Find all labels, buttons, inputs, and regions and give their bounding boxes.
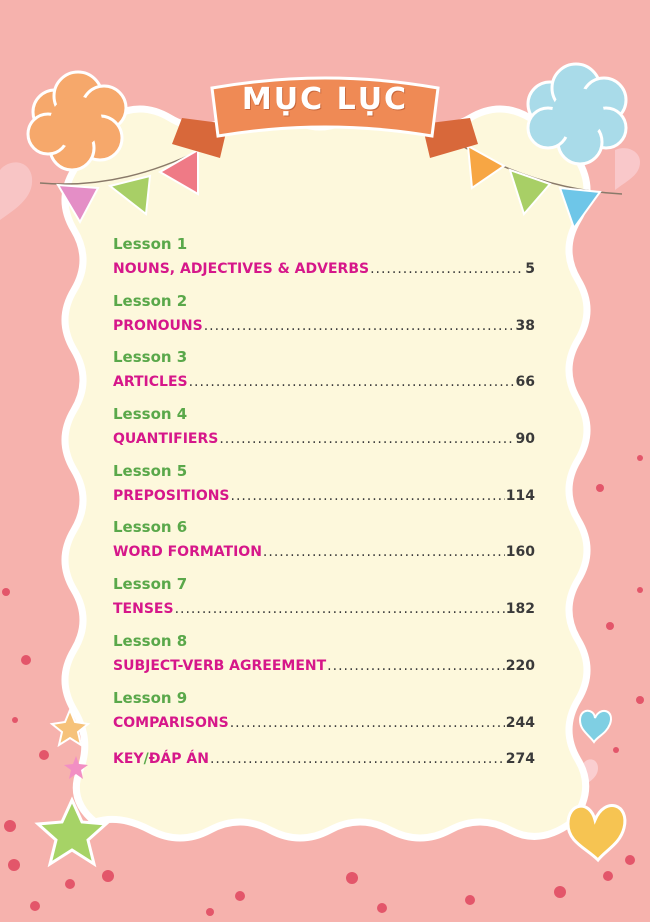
dot-leader xyxy=(263,541,505,563)
dot-leader xyxy=(210,748,505,770)
toc-entry-lesson-3[interactable] xyxy=(113,347,535,404)
lesson-title: SUBJECT-VERB AGREEMENT xyxy=(113,657,327,674)
page-number: 90 xyxy=(515,431,535,448)
lesson-title: PREPOSITIONS xyxy=(113,487,230,504)
lesson-label: Lesson 6 xyxy=(113,518,188,537)
lesson-title: QUANTIFIERS xyxy=(113,431,219,448)
orange-cloud xyxy=(28,72,126,170)
toc-entry-lesson-9[interactable] xyxy=(113,688,535,745)
lesson-label: Lesson 5 xyxy=(113,461,188,480)
page-number: 220 xyxy=(505,657,535,674)
toc-entry-lesson-1[interactable] xyxy=(113,234,535,291)
page-number: 244 xyxy=(505,714,535,731)
toc-entry-lesson-2[interactable] xyxy=(113,291,535,348)
lesson-title: TENSES xyxy=(113,601,174,618)
lesson-label: Lesson 7 xyxy=(113,575,188,594)
page-number: 5 xyxy=(525,261,535,277)
lesson-title: COMPARISONS xyxy=(113,714,229,731)
lesson-title: ARTICLES xyxy=(113,374,188,391)
dot-leader xyxy=(204,315,515,337)
page-number: 274 xyxy=(505,751,535,768)
toc-entry-lesson-6[interactable] xyxy=(113,517,535,574)
page-number: 66 xyxy=(515,374,535,391)
dot-leader xyxy=(189,371,515,393)
lesson-label: Lesson 9 xyxy=(113,688,188,707)
page-number: 38 xyxy=(515,317,535,334)
key-separator: / xyxy=(143,751,149,768)
toc-entry-lesson-8[interactable] xyxy=(113,631,535,688)
toc-entry-key[interactable] xyxy=(113,748,535,805)
lesson-label: Lesson 3 xyxy=(113,348,188,367)
lesson-label: Lesson 8 xyxy=(113,631,188,650)
dot-leader xyxy=(231,485,505,507)
page-title: MỤC LỤC xyxy=(241,82,409,117)
dot-leader xyxy=(219,428,514,450)
page-number: 182 xyxy=(505,601,535,618)
table-of-contents xyxy=(113,234,535,805)
toc-entry-lesson-7[interactable] xyxy=(113,574,535,631)
page-number: 114 xyxy=(505,487,535,504)
key-title: KEY/ĐÁP ÁN xyxy=(113,751,209,768)
dot-leader xyxy=(230,712,505,734)
lesson-label: Lesson 4 xyxy=(113,405,188,424)
dot-leader xyxy=(370,258,524,280)
lesson-title: PRONOUNS xyxy=(113,317,203,334)
toc-entry-lesson-4[interactable] xyxy=(113,404,535,461)
dot-leader xyxy=(175,598,505,620)
dot-leader xyxy=(327,655,505,677)
toc-entry-lesson-5[interactable] xyxy=(113,461,535,518)
lesson-title: NOUNS, ADJECTIVES & ADVERBS xyxy=(113,261,370,277)
lesson-label: Lesson 2 xyxy=(113,291,188,310)
page-number: 160 xyxy=(505,544,535,561)
lesson-title: WORD FORMATION xyxy=(113,544,262,561)
lesson-label: Lesson 1 xyxy=(113,235,188,253)
